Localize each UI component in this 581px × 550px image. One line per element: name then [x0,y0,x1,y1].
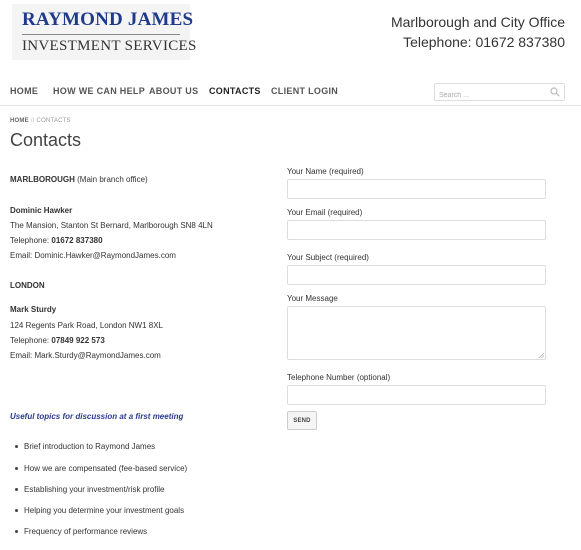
logo-line2: INVESTMENT SERVICES [22,38,197,54]
subject-label: Your Subject (required) [287,253,369,262]
marlborough-phone-label: Telephone: [10,236,52,245]
subject-field[interactable] [287,265,546,285]
topics-title: Useful topics for discussion at a first meeting [10,412,184,421]
breadcrumb-separator: // [30,118,35,124]
nav-item-home[interactable]: HOME [10,86,39,96]
raymond-james-logo[interactable] [12,4,197,60]
london-address: 124 Regents Park Road, London NW1 8XL [10,321,163,330]
search-icon[interactable] [550,87,560,97]
london-heading: LONDON [10,281,45,290]
marlborough-email[interactable]: Email: Dominic.Hawker@RaymondJames.com [10,251,176,260]
resize-grip-icon[interactable] [538,352,544,358]
nav-item-client-login[interactable]: CLIENT LOGIN [271,86,339,96]
topic-item: Frequency of performance reviews [24,527,148,536]
send-button[interactable]: SEND [287,411,317,430]
phone-field[interactable] [287,385,546,405]
breadcrumb-current: CONTACTS [36,118,71,124]
marlborough-phone: 01672 837380 [51,236,103,245]
breadcrumb [10,118,71,124]
email-label: Your Email (required) [287,208,363,217]
topic-item: How we are compensated (fee-based service) [24,464,188,473]
marlborough-note: (Main branch office) [77,175,148,184]
name-label: Your Name (required) [287,167,364,176]
marlborough-person: Dominic Hawker [10,206,73,215]
marlborough-phone-row [10,236,103,245]
london-phone: 07849 922 573 [51,336,105,345]
message-field[interactable] [287,306,546,360]
topic-item: Brief introduction to Raymond James [24,442,156,451]
office-info [391,12,565,52]
name-field[interactable] [287,179,546,199]
marlborough-heading [10,175,148,184]
nav-item-about-us[interactable]: ABOUT US [149,86,199,96]
nav-item-contacts[interactable]: CONTACTS [209,86,261,96]
phone-label: Telephone Number (optional) [287,373,391,382]
london-email[interactable]: Email: Mark.Sturdy@RaymondJames.com [10,351,161,360]
marlborough-title: MARLBOROUGH [10,175,75,184]
search-input[interactable] [435,88,545,104]
london-phone-label: Telephone: [10,336,52,345]
logo-divider [22,34,180,35]
topic-item: Establishing your investment/risk profile [24,485,165,494]
nav-item-how-we-can-help[interactable]: HOW WE CAN HELP [53,86,145,96]
marlborough-address: The Mansion, Stanton St Bernard, Marlborough SN8 4LN [10,221,213,230]
logo-line1: RAYMOND JAMES [22,9,194,30]
london-phone-row [10,336,105,345]
topic-item: Helping you determine your investment goals [24,506,185,515]
breadcrumb-home[interactable]: HOME [10,118,29,124]
page-title: Contacts [10,130,82,150]
email-field[interactable] [287,220,546,240]
london-person: Mark Sturdy [10,305,57,314]
search-box [434,83,565,101]
message-label: Your Message [287,294,338,303]
message-wrapper [287,306,546,360]
office-phone: Telephone: 01672 837380 [403,34,565,50]
office-name: Marlborough and City Office [390,14,565,30]
